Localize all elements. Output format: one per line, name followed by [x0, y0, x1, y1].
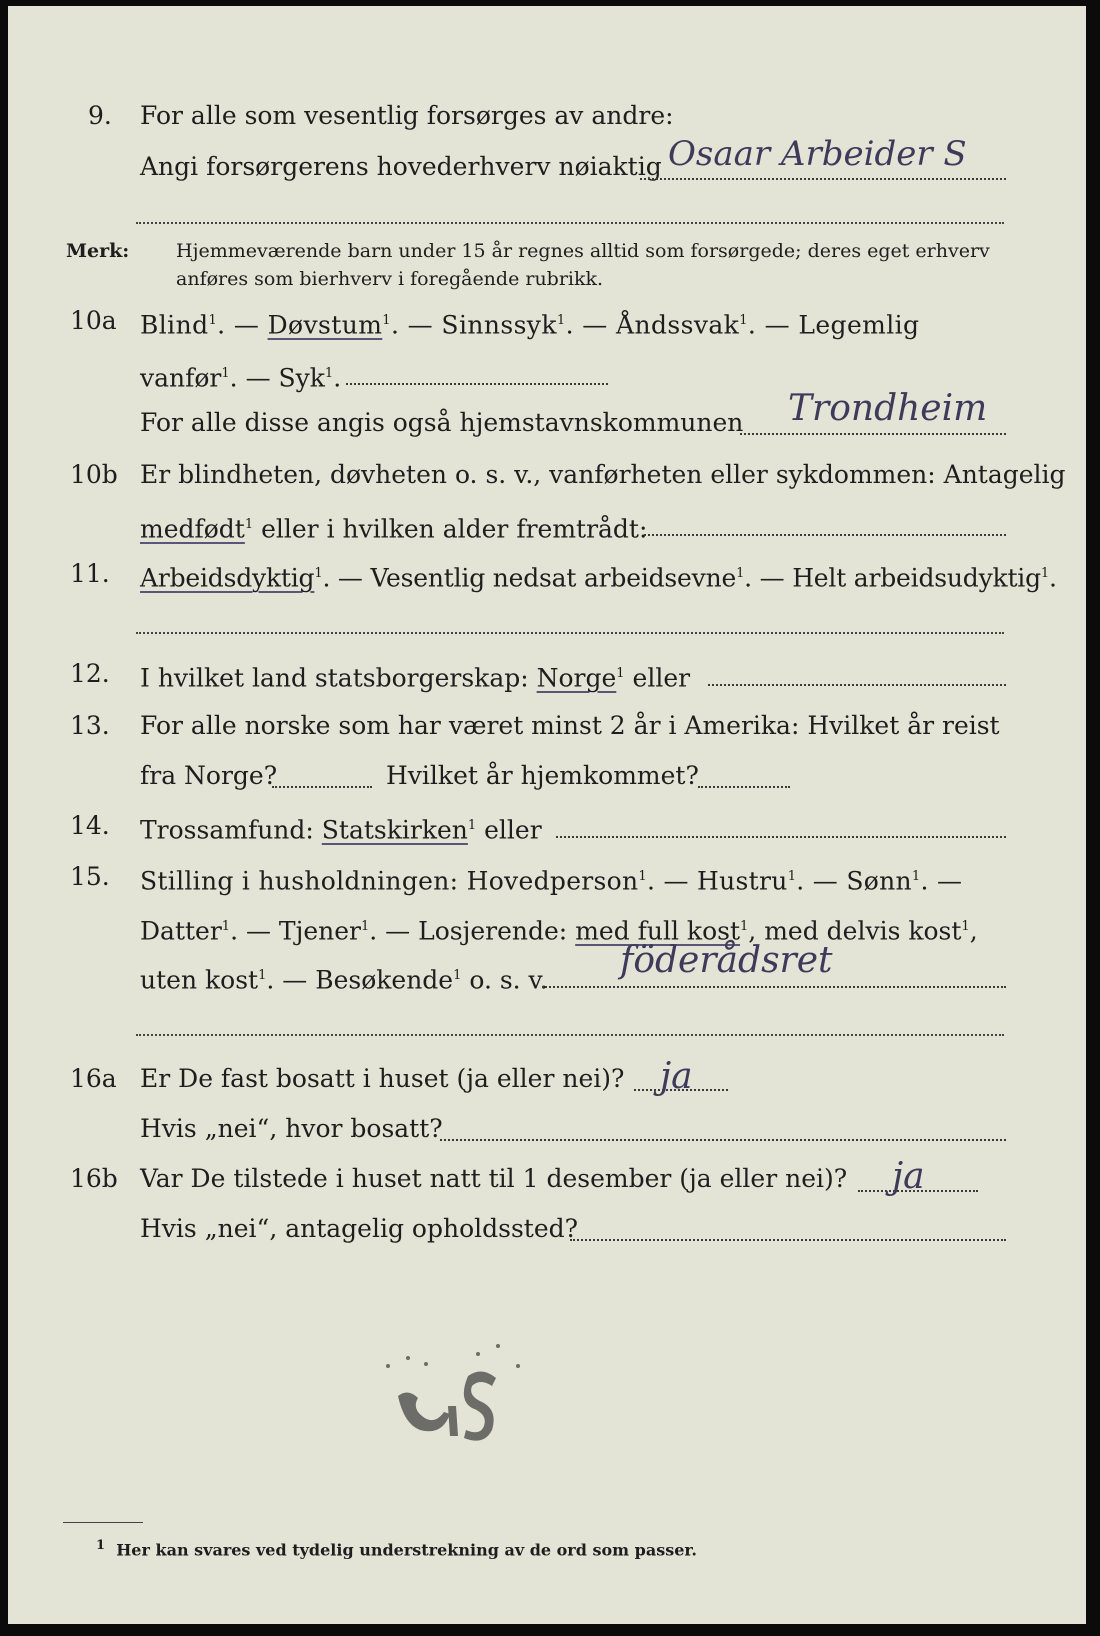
q15-option-uten-kost: uten kost — [140, 965, 259, 995]
q9-handwritten-answer: Osaar Arbeider S — [668, 134, 967, 174]
q15-option-hovedperson: Hovedperson — [466, 866, 639, 896]
q15-option-full-kost: med full kost — [575, 916, 741, 946]
q12-line1: I hvilket land statsborgerskap: Norge$^1$ eller — [140, 663, 691, 693]
q16a-number: 16a — [70, 1064, 117, 1093]
q10a-option-dovstum: Døvstum — [267, 310, 383, 340]
q13-line2a: fra Norge? — [140, 761, 278, 790]
q13-line1: For alle norske som har været minst 2 år i Amerika: Hvilket år reist — [140, 711, 1000, 740]
q10a-syk-line — [346, 383, 608, 385]
q16a-handwritten-answer: ja — [660, 1056, 693, 1097]
q10a-line1: Blind$^1$. — Døvstum$^1$. — Sinnssyk$^1$. — Åndssvak$^1$. — Legemlig — [140, 310, 920, 340]
footnote-text: Her kan svares ved tydelig understrekning av de ord som passer. — [116, 1540, 697, 1560]
merk-label: Merk: — [66, 240, 130, 262]
q16b-handwritten-answer: ja — [892, 1156, 925, 1197]
footnote-rule — [63, 1522, 143, 1523]
q9-answer-line — [640, 178, 1006, 180]
q14-line1: Trossamfund: Statskirken$^1$ eller — [140, 815, 542, 845]
q13-year-left-line — [272, 786, 372, 788]
q15-blank-line — [136, 1034, 1004, 1036]
merk-line2: anføres som bierhverv i foregående rubrikk. — [176, 268, 604, 290]
q12-text: I hvilket land statsborgerskap: — [140, 663, 529, 693]
q15-number: 15. — [70, 862, 110, 891]
q10a-line2: vanfør$^1$. — Syk$^1$. — [140, 363, 342, 393]
q15-line1: Stilling i husholdningen: Hovedperson$^1$. — Hustru$^1$. — Sønn$^1$. — — [140, 866, 963, 896]
faded-stamp-mark — [358, 1336, 558, 1466]
q15-option-tjener: Tjener — [278, 916, 361, 946]
q9-line1: For alle som vesentlig forsørges av andre: — [140, 101, 674, 130]
q16b-line2: Hvis „nei“, antagelig opholdssted? — [140, 1214, 579, 1243]
footnote-marker: 1 — [96, 1538, 106, 1553]
q11-blank-line — [136, 632, 1004, 634]
q11-line1: Arbeidsdyktig$^1$. — Vesentlig nedsat arbeidsevne$^1$. — Helt arbeidsudyktig$^1$. — [140, 563, 1057, 593]
q15-line2: Datter$^1$. — Tjener$^1$. — Losjerende: med full kost$^1$, med delvis kost$^1$, — [140, 916, 978, 946]
q11-option-arbeidsdyktig: Arbeidsdyktig — [140, 563, 315, 593]
q15-osv: o. s. v. — [469, 965, 548, 995]
q16b-line1: Var De tilstede i huset natt til 1 desember (ja eller nei)? — [140, 1164, 848, 1193]
q15-line3: uten kost$^1$. — Besøkende$^1$ o. s. v. — [140, 965, 548, 995]
q12-option-norge: Norge — [536, 663, 617, 693]
q10b-option-medfodt: medfødt — [140, 514, 245, 544]
q10b-line2-rest: eller i hvilken alder fremtrådt: — [261, 514, 648, 544]
q13-year-home-line — [698, 786, 790, 788]
q16b-where-line — [570, 1239, 1006, 1241]
q14-number: 14. — [70, 811, 110, 840]
q15-text: Stilling i husholdningen: — [140, 866, 459, 896]
q10a-option-legemlig: Legemlig — [798, 310, 920, 340]
q10a-handwritten-answer: Trondheim — [788, 388, 988, 429]
q10a-option-blind: Blind — [140, 310, 209, 340]
q11-option-udyktig: Helt arbeidsudyktig — [792, 563, 1041, 593]
q15-option-hustru: Hustru — [697, 866, 788, 896]
q15-option-sonn: Sønn — [846, 866, 912, 896]
q9-number: 9. — [88, 101, 112, 130]
q16b-number: 16b — [70, 1164, 118, 1193]
q9-blank-line — [136, 222, 1004, 224]
q10a-line3: For alle disse angis også hjemstavnskommunen — [140, 408, 744, 437]
q10a-answer-line — [740, 433, 1006, 435]
q15-losjerende: Losjerende: — [418, 916, 568, 946]
q10b-line2: medfødt$^1$ eller i hvilken alder fremtrådt: — [140, 514, 648, 544]
q10b-number: 10b — [70, 460, 118, 489]
q10b-line1: Er blindheten, døvheten o. s. v., vanførheten eller sykdommen: Antagelig — [140, 460, 1066, 489]
q14-option-statskirken: Statskirken — [321, 815, 468, 845]
q11-number: 11. — [70, 559, 110, 588]
q10a-number: 10a — [70, 306, 117, 335]
q13-number: 13. — [70, 711, 110, 740]
q13-line2b: Hvilket år hjemkommet? — [386, 761, 699, 790]
footnote — [96, 1538, 697, 1559]
q10a-option-syk: Syk — [278, 363, 325, 393]
q16a-line1: Er De fast bosatt i huset (ja eller nei)? — [140, 1064, 625, 1093]
q10a-option-andssvak: Åndssvak — [616, 310, 740, 340]
merk-line1: Hjemmeværende barn under 15 år regnes alltid som forsørgede; deres eget erhverv — [176, 240, 990, 262]
q12-number: 12. — [70, 659, 110, 688]
q15-handwritten-answer: föderådsret — [620, 940, 833, 981]
q16a-line2: Hvis „nei“, hvor bosatt? — [140, 1114, 443, 1143]
q12-answer-line — [708, 684, 1006, 686]
q12-eller: eller — [632, 663, 691, 693]
q15-option-delvis-kost: med delvis kost — [764, 916, 962, 946]
q10b-answer-line — [644, 534, 1006, 536]
census-form-page — [8, 6, 1086, 1624]
q15-option-datter: Datter — [140, 916, 222, 946]
q14-eller: eller — [484, 815, 542, 845]
q14-text: Trossamfund: — [140, 815, 314, 845]
q11-option-nedsat: Vesentlig nedsat arbeidsevne — [370, 563, 737, 593]
q15-option-besokende: Besøkende — [315, 965, 454, 995]
q14-answer-line — [556, 836, 1006, 838]
q9-line2: Angi forsørgerens hovederhverv nøiaktig — [140, 152, 662, 181]
q15-answer-line — [542, 986, 1006, 988]
q10a-option-sinnssyk: Sinnssyk — [441, 310, 557, 340]
q16a-where-line — [440, 1139, 1006, 1141]
q10a-option-vanfor: vanfør — [140, 363, 222, 393]
